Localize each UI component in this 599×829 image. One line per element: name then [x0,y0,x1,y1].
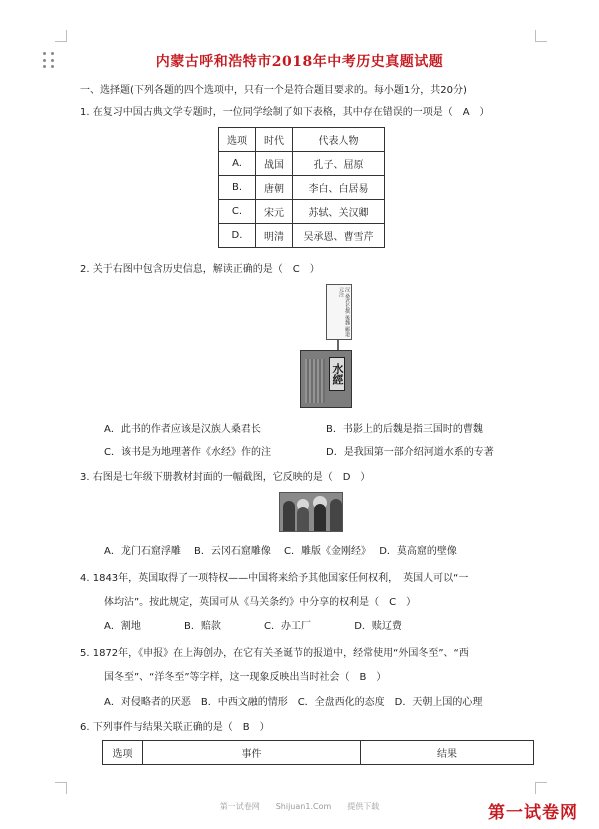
table-header-cell: 结果 [361,741,534,765]
table-cell: 唐朝 [256,176,293,200]
mural-figure [297,507,309,531]
corner-mark-bottom-left [55,782,67,794]
book-title-label: 水經 [329,357,345,391]
question-6-table [102,740,534,765]
book-cover [300,350,352,408]
table-header-cell: 选项 [219,128,256,152]
table-row [219,224,385,248]
mural-figures-image [279,492,343,532]
table-cell: 战国 [256,152,293,176]
book-label-slip: 汉 桑君长撰 後魏 郦道元注 [326,284,352,340]
corner-mark-bottom-right [535,782,547,794]
table-cell: B. [219,176,256,200]
mural-figure [314,504,326,531]
question-2-option-a: A．此书的作者应该是汉族人桑君长 [104,424,261,435]
table-row [219,200,385,224]
question-2-option-d: D．是我国第一部介绍河道水系的专著 [326,447,494,458]
question-1-table [218,127,385,248]
table-header-row [103,741,534,765]
corner-mark-top-left [55,30,67,42]
page-footer: 第一试卷网 Shijuan1.Com 提供下载 [219,802,380,811]
table-cell: 孔子、屈原 [293,152,385,176]
question-5-options: A．对侵略者的厌恶 B．中西文融的情形 C．全盘西化的态度 D．天朝上国的心理 [104,697,483,708]
table-row [219,152,385,176]
mural-figure [330,499,342,531]
table-header-cell: 时代 [256,128,293,152]
question-5-stem-line1: 5. 1872年，《申报》在上海创办，在它有关圣诞节的报道中，经常使用“外国冬至”、“西 [80,648,469,659]
question-2-option-b: B．书影上的后魏是指三国时的曹魏 [326,424,483,435]
table-cell: 宋元 [256,200,293,224]
table-cell: 明清 [256,224,293,248]
table-cell: D. [219,224,256,248]
question-5-stem-line2: 国冬至”、“洋冬至”等字样，这一现象反映出当时社会（ B ） [104,672,387,683]
table-cell: 吴承恩、曹雪芹 [293,224,385,248]
question-2-stem: 2. 关于右图中包含历史信息，解读正确的是（ C ） [80,264,320,275]
mural-figure [283,501,295,531]
table-cell: 李白、白居易 [293,176,385,200]
question-6-stem: 6. 下列事件与结果关联正确的是（ B ） [80,722,270,733]
question-4-stem-line2: 体均沾”。按此规定，英国可从《马关条约》中分享的权利是（ C ） [104,597,417,608]
question-2-option-c: C．该书是为地理著作《水经》作的注 [104,447,271,458]
section-heading: 一、选择题(下列各题的四个选项中，只有一个是符合题目要求的。每小题1分，共20分) [80,85,467,96]
question-3-stem: 3. 右图是七年级下册教材封面的一幅截图，它反映的是（ D ） [80,472,371,483]
question-4-options: A．割地 B．赔款 C．办工厂 D．赎辽费 [104,621,402,632]
table-row [219,176,385,200]
shuijing-book-image [300,284,358,408]
cover-texture [305,359,325,403]
table-header-cell: 事件 [143,741,361,765]
site-logo: 第一试卷网 [488,803,578,823]
table-cell: A. [219,152,256,176]
table-header-cell: 选项 [103,741,143,765]
question-3-options: A．龙门石窟浮雕 B．云冈石窟雕像 C．雕版《金刚经》 D．莫高窟的壁像 [104,546,457,557]
corner-mark-top-right [535,30,547,42]
table-cell: 苏轼、关汉卿 [293,200,385,224]
table-cell: C. [219,200,256,224]
table-header-row [219,128,385,152]
page-title: 内蒙古呼和浩特市2018年中考历史真题试题 [155,54,444,70]
question-1-stem: 1. 在复习中国古典文学专题时，一位同学绘制了如下表格，其中存在错误的一项是（ A ） [80,107,490,118]
question-4-stem-line1: 4. 1843年，英国取得了一项特权——中国将来给予其他国家任何权利， 英国人可以“一 [80,573,469,584]
table-header-cell: 代表人物 [293,128,385,152]
